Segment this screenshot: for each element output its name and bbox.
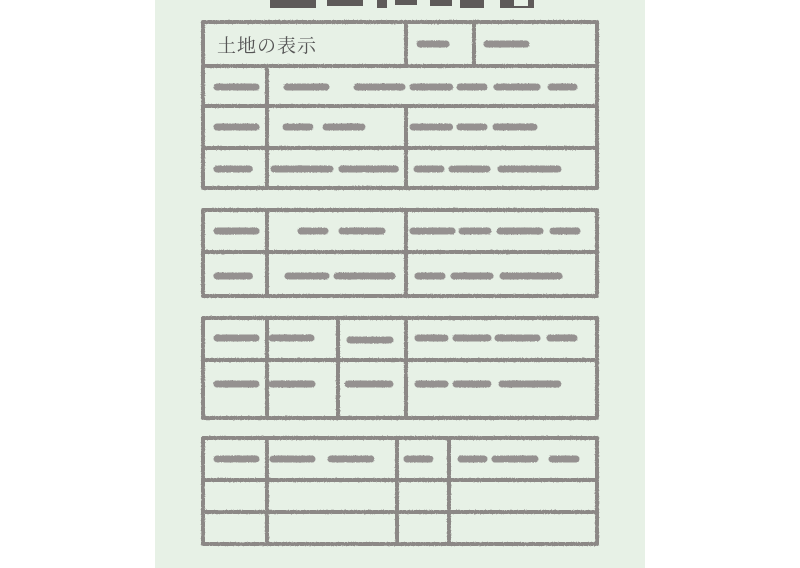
land-display-label: 土地の表示 — [217, 35, 318, 57]
